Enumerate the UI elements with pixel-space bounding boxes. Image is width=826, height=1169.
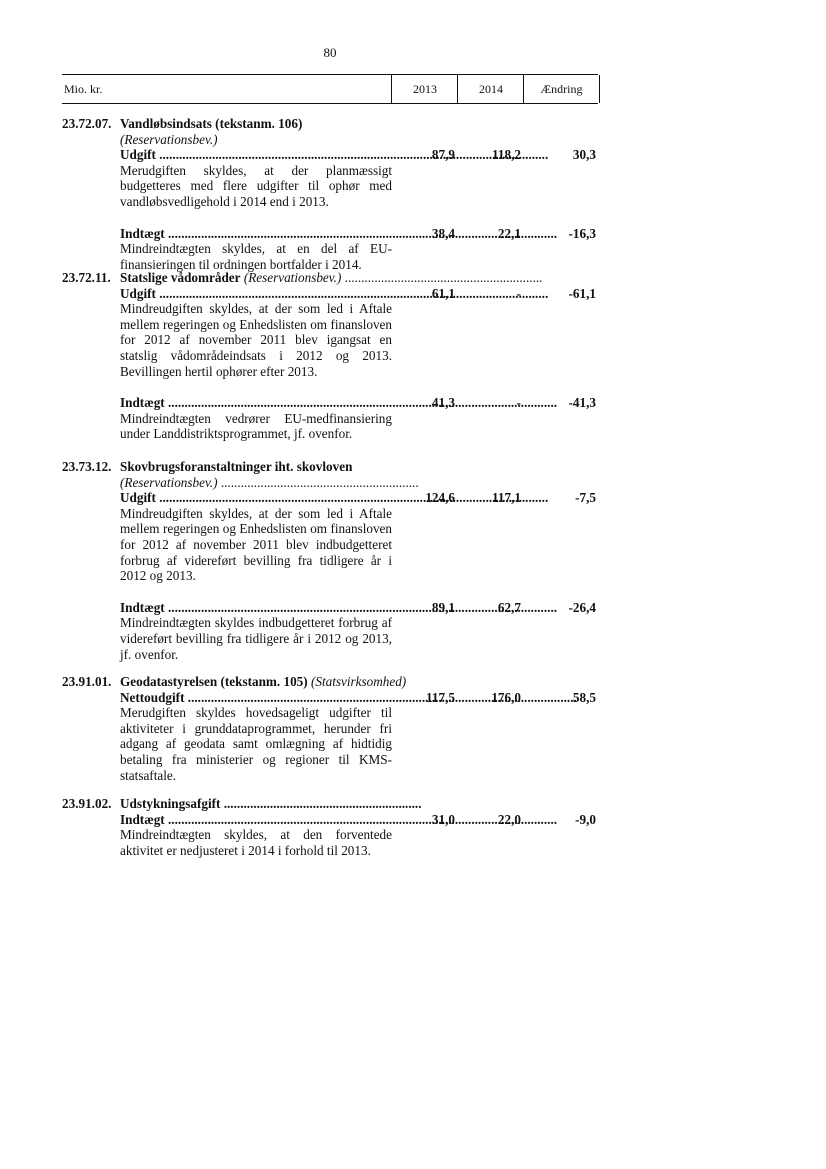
column-header-2013: 2013 bbox=[391, 75, 458, 103]
entry-label: Indtægt ..... bbox=[120, 395, 392, 411]
value-change: 30,3 bbox=[572, 147, 596, 163]
unit-label: Mio. kr. bbox=[64, 82, 103, 96]
entry-description: Mindreindtægten skyldes, at en del af EU-finansieringen til ordningen bortfalder i 2014. bbox=[120, 241, 392, 272]
entry-description: Mindreindtægten skyldes, at den forventede aktivitet er nedjusteret i 2014 i forhold til 2013. bbox=[120, 827, 392, 858]
entry-label: Nettoudgift ..... bbox=[120, 690, 392, 706]
account-title: Geodatastyrelsen (tekstanm. 105) (Statsvirksomhed) bbox=[120, 674, 407, 689]
budget-section bbox=[62, 116, 598, 272]
value-change: -61,1 bbox=[568, 285, 596, 301]
budget-section bbox=[62, 796, 598, 858]
value-2014: 176,0 bbox=[491, 689, 521, 705]
value-change: -41,3 bbox=[568, 395, 596, 411]
value-2013: 117,5 bbox=[426, 689, 455, 705]
column-header-change: Ændring bbox=[523, 75, 600, 103]
value-2013: 124,6 bbox=[425, 490, 455, 506]
account-number: 23.73.12. bbox=[62, 459, 112, 474]
value-2013: 87,9 bbox=[431, 147, 455, 163]
account-title: Statslige vådområder (Reservationsbev.) ............................................................ bbox=[120, 270, 543, 285]
value-2014: - bbox=[516, 285, 521, 301]
value-2014: 117,1 bbox=[492, 490, 521, 506]
budget-entry bbox=[120, 147, 598, 209]
budget-entry bbox=[120, 286, 598, 380]
entry-description: Merudgiften skyldes hovedsageligt udgifter til aktiviteter i grunddataprogrammet, herunder fri adgang af geodata samt omlægning af hidtidig betaling fra ministerier og regioner til KMS-statsaftale. bbox=[120, 705, 392, 783]
budget-section bbox=[62, 459, 598, 662]
budget-entry bbox=[120, 600, 598, 662]
account-number: 23.72.11. bbox=[62, 270, 111, 285]
value-change: 58,5 bbox=[572, 689, 596, 705]
entry-label: Udgift ..... bbox=[120, 286, 392, 302]
value-2013: 41,3 bbox=[431, 395, 455, 411]
budget-section bbox=[62, 270, 598, 442]
column-header-2014: 2014 bbox=[457, 75, 524, 103]
value-2014: 22,1 bbox=[497, 225, 521, 241]
account-title: Udstykningsafgift ............................................................ bbox=[120, 796, 422, 811]
page-number: 80 bbox=[323, 45, 337, 60]
entry-label: Indtægt ..... bbox=[120, 226, 392, 242]
value-2014: 62,7 bbox=[497, 599, 521, 615]
budget-entry bbox=[120, 226, 598, 273]
budget-section bbox=[62, 674, 598, 783]
value-2014: 118,2 bbox=[492, 147, 521, 163]
budget-entry bbox=[120, 812, 598, 859]
value-change: -16,3 bbox=[568, 225, 596, 241]
entry-label: Indtægt ..... bbox=[120, 812, 392, 828]
value-change: -9,0 bbox=[575, 811, 596, 827]
entry-label: Udgift ..... bbox=[120, 147, 392, 163]
account-title: Skovbrugsforanstaltninger iht. skovloven (Reservationsbev.) ............................................................ bbox=[120, 459, 419, 490]
account-title: Vandløbsindsats (tekstanm. 106) (Reservationsbev.) bbox=[120, 116, 303, 147]
entry-label: Udgift ..... bbox=[120, 490, 392, 506]
entry-description: Merudgiften skyldes, at der planmæssigt budgetteres med flere udgifter til ophør med vandløbsvedligehold i 2014 end i 2013. bbox=[120, 162, 392, 209]
account-number: 23.91.01. bbox=[62, 674, 112, 689]
account-number: 23.72.07. bbox=[62, 116, 112, 131]
entry-description: Mindreudgiften skyldes, at der som led i Aftale mellem regeringen og Enhedslisten om finansloven for 2012 af november 2011 blev indbudgetteret forbrug af videreført bevilling fra tidligere år i 2012 og 2013. bbox=[120, 505, 392, 584]
entry-label: Indtægt ..... bbox=[120, 600, 392, 616]
table-header bbox=[62, 74, 598, 104]
budget-entry bbox=[120, 690, 598, 784]
value-2014: 22,0 bbox=[497, 811, 521, 827]
value-2013: 61,1 bbox=[431, 285, 455, 301]
value-change: -7,5 bbox=[575, 490, 596, 506]
budget-entry bbox=[120, 395, 598, 442]
entry-description: Mindreudgiften skyldes, at der som led i Aftale mellem regeringen og Enhedslisten om finansloven for 2012 af november 2011 blev igangsat en statslig vådområdeindsats i 2012 og 2013. Bevillingen hertil ophører efter 2013. bbox=[120, 301, 392, 379]
value-2013: 31,0 bbox=[431, 811, 455, 827]
account-number: 23.91.02. bbox=[62, 796, 112, 811]
value-2013: 38,4 bbox=[431, 225, 455, 241]
value-change: -26,4 bbox=[568, 599, 596, 615]
entry-description: Mindreindtægten skyldes indbudgetteret forbrug af videreført bevilling fra tidligere år i 2012 og 2013, jf. ovenfor. bbox=[120, 615, 392, 662]
value-2014: - bbox=[516, 395, 521, 411]
budget-entry bbox=[120, 490, 598, 584]
entry-description: Mindreindtægten vedrører EU-medfinansiering under Landdistriktsprogrammet, jf. ovenfor. bbox=[120, 410, 392, 442]
value-2013: 89,1 bbox=[431, 599, 455, 615]
